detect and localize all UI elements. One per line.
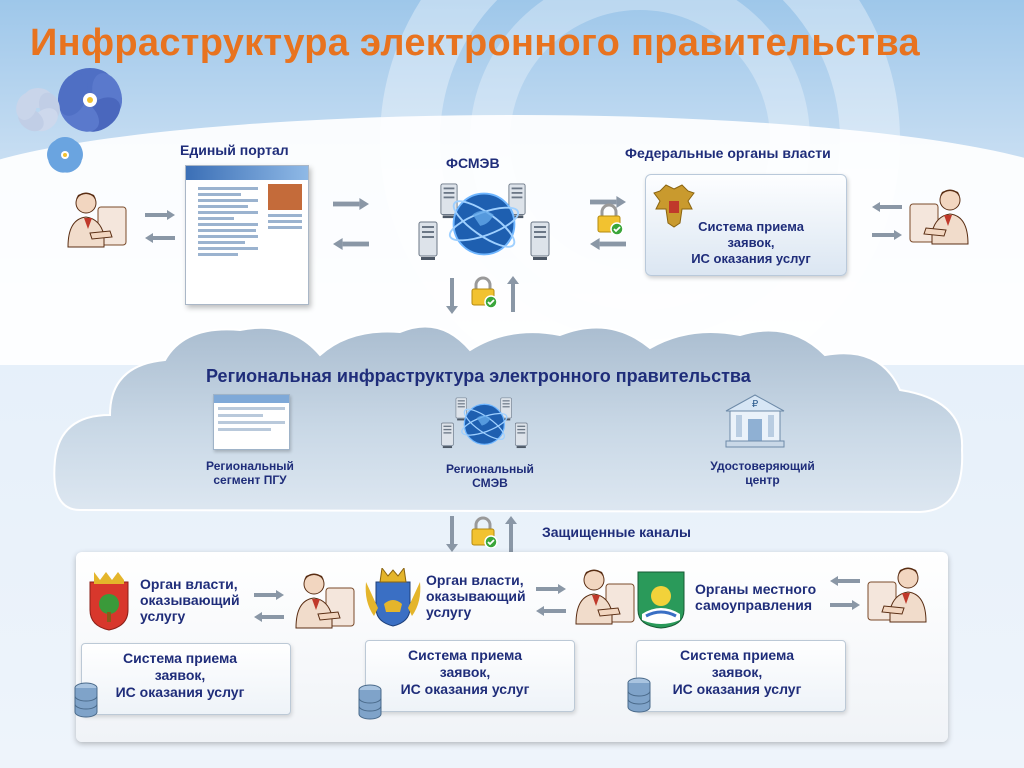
arrow-right-icon <box>254 590 284 600</box>
arrow-right-icon <box>872 230 902 240</box>
lock-icon <box>468 516 498 548</box>
arrow-left-icon <box>254 612 284 622</box>
org3-label: Органы местного самоуправления <box>695 581 817 613</box>
database-icon <box>627 677 651 713</box>
arrow-left-icon <box>145 233 175 243</box>
unified-portal-screenshot <box>185 165 309 305</box>
arrow-down-icon <box>446 278 458 314</box>
regional-infrastructure-title: Региональная инфраструктура электронного правительства <box>206 366 751 386</box>
arrow-down-icon <box>446 516 458 552</box>
official-icon <box>568 562 638 632</box>
org2-label: Орган власти, оказывающий услугу <box>426 572 526 620</box>
arrow-right-icon <box>536 584 566 594</box>
arrow-left-icon <box>830 576 860 586</box>
arrow-right-icon <box>830 600 860 610</box>
regional-smev-label: Региональный СМЭВ <box>446 462 534 490</box>
arrow-left-icon <box>536 606 566 616</box>
fsmev-network-icon <box>410 178 560 266</box>
official-icon <box>864 560 934 630</box>
database-icon <box>74 682 98 718</box>
federal-authorities-label: Федеральные органы власти <box>625 145 831 161</box>
arrow-up-icon <box>505 516 517 552</box>
database-icon <box>358 684 382 720</box>
federal-system-box <box>645 174 847 276</box>
municipality-coat-of-arms-icon <box>636 570 686 630</box>
page-title: Инфраструктура электронного правительства <box>30 22 920 64</box>
arrow-left-icon <box>872 202 902 212</box>
citizen-left-icon <box>60 185 130 255</box>
arrow-right-icon <box>145 210 175 220</box>
certification-center-label: Удостоверяющий центр <box>710 459 815 487</box>
lipetsk-coat-of-arms-icon <box>86 572 132 632</box>
regional-smev-network-icon <box>435 394 535 452</box>
federal-system-text: Система приема заявок, ИС оказания услуг <box>691 219 811 266</box>
certification-center-building-icon <box>724 393 786 451</box>
regional-pgu-label: Региональный сегмент ПГУ <box>206 459 294 487</box>
org1-system-text: Система приема заявок, ИС оказания услуг <box>115 650 245 700</box>
org2-system-text: Система приема заявок, ИС оказания услуг <box>400 647 530 697</box>
fsmev-label: ФСМЭВ <box>446 155 500 171</box>
secure-channels-label: Защищенные каналы <box>542 524 692 540</box>
forget-me-not-flowers-icon <box>10 60 140 180</box>
portal-label: Единый портал <box>180 142 289 158</box>
arrow-up-icon <box>507 276 519 312</box>
arrow-left-icon <box>590 238 626 250</box>
kostroma-coat-of-arms-icon <box>362 568 424 628</box>
lock-icon <box>594 203 624 235</box>
org1-label: Орган власти, оказывающий услугу <box>140 576 240 624</box>
lock-icon <box>468 276 498 308</box>
org3-system-text: Система приема заявок, ИС оказания услуг <box>672 647 802 697</box>
official-right-icon <box>906 182 976 252</box>
svg-text:₽: ₽ <box>751 399 759 410</box>
arrow-left-icon <box>332 238 370 250</box>
arrow-right-icon <box>332 198 370 210</box>
regional-pgu-screenshot <box>213 394 290 450</box>
official-icon <box>288 566 358 636</box>
